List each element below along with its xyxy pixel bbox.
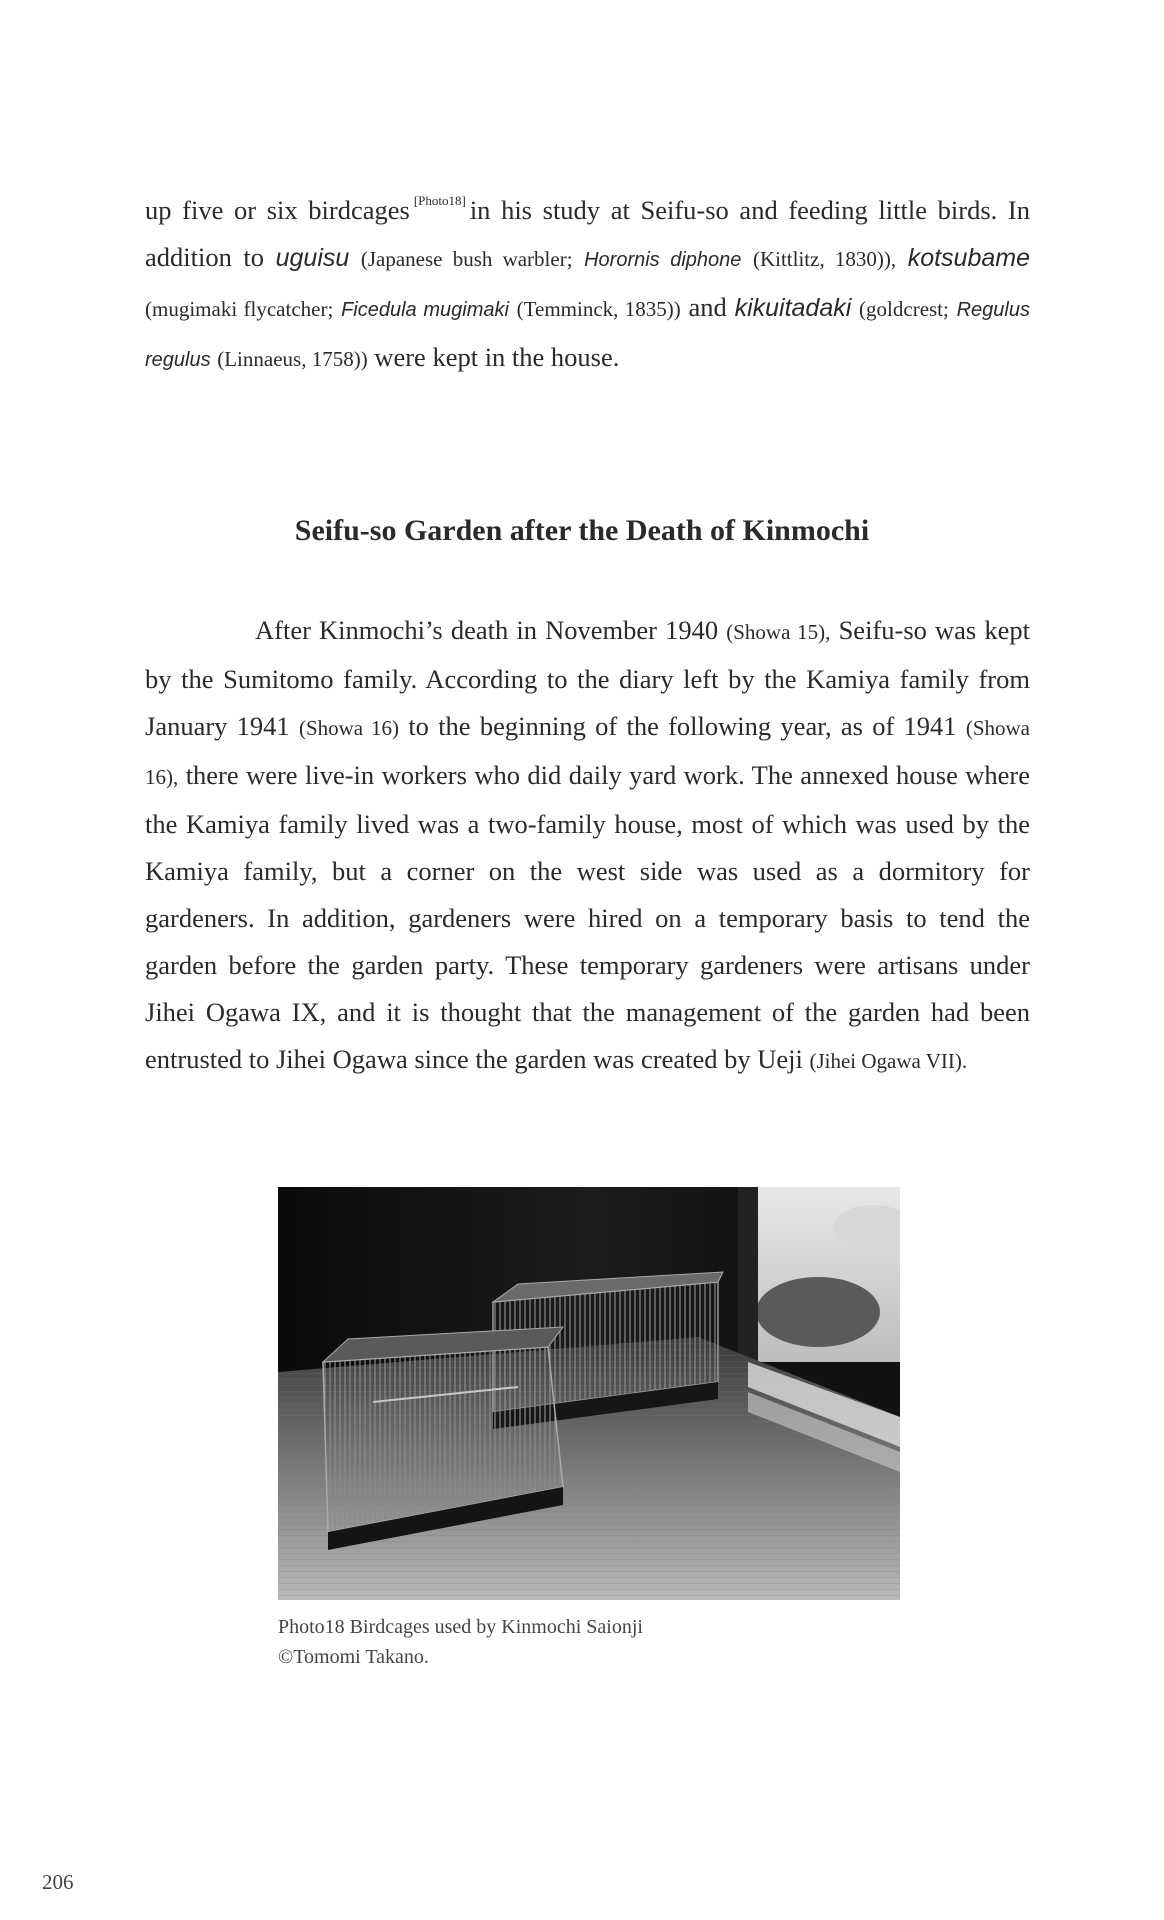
species-name: Ficedula mugimaki xyxy=(341,299,509,321)
photo-caption: Photo18 Birdcages used by Kinmochi Saionji xyxy=(278,1616,643,1638)
photo-reference: [Photo18] xyxy=(413,193,466,208)
page-number: 206 xyxy=(42,1870,74,1894)
gloss: (Japanese bush warbler; xyxy=(360,247,573,271)
era-date: (Showa 15), xyxy=(726,620,831,644)
gloss: (Temminck, 1835)) xyxy=(516,297,681,321)
birdcages-photo xyxy=(278,1187,900,1600)
paragraph-garden-after-death xyxy=(145,607,1030,1085)
text: and xyxy=(688,292,727,322)
name-note: (Jihei Ogawa VII). xyxy=(809,1049,968,1073)
species-name: Regulus regulus xyxy=(145,299,1030,371)
photo-credit: ©Tomomi Takano. xyxy=(278,1646,429,1668)
gloss: (Kittlitz, 1830)), xyxy=(752,247,897,271)
gloss: (Linnaeus, 1758)) xyxy=(217,347,368,371)
bird-name-uguisu: uguisu xyxy=(275,244,350,272)
bird-name-kotsubame: kotsubame xyxy=(907,244,1030,272)
text: Seifu-so was kept by the Sumitomo family. According to the diary left by the Kamiya family from January 1941 xyxy=(145,615,1030,741)
era-date: (Showa 16), xyxy=(145,716,1031,789)
paragraph-birdcages xyxy=(145,187,1030,384)
text: After Kinmochi’s death in November 1940 xyxy=(255,615,719,645)
section-heading: Seifu-so Garden after the Death of Kinmochi xyxy=(294,514,870,547)
text: to the beginning of the following year, as of 1941 xyxy=(408,711,957,741)
bird-name-kikuitadaki: kikuitadaki xyxy=(734,294,852,322)
garden-rock xyxy=(756,1277,880,1347)
gloss: (goldcrest; xyxy=(859,297,949,321)
text: in his study at Seifu-so and feeding little birds. In addition to xyxy=(145,195,1030,272)
gloss: (mugimaki flycatcher; xyxy=(145,297,334,321)
text: there were live-in workers who did daily yard work. The annexed house where the Kamiya family lived was a two-family house, most of which was used by the Kamiya family, but a corner on the west side was used as a dormitory for gardeners. In addition, gardeners were hired on a temporary basis to tend the garden before the garden party. These temporary gardeners were artisans under Jihei Ogawa IX, and it is thought that the management of the garden had been entrusted to Jihei Ogawa since the garden was created by Ueji xyxy=(145,760,1031,1074)
species-name: Horornis diphone xyxy=(584,249,742,271)
text: up five or six birdcages xyxy=(145,195,410,225)
era-date: (Showa 16) xyxy=(298,716,400,740)
text: were kept in the house. xyxy=(374,342,620,372)
